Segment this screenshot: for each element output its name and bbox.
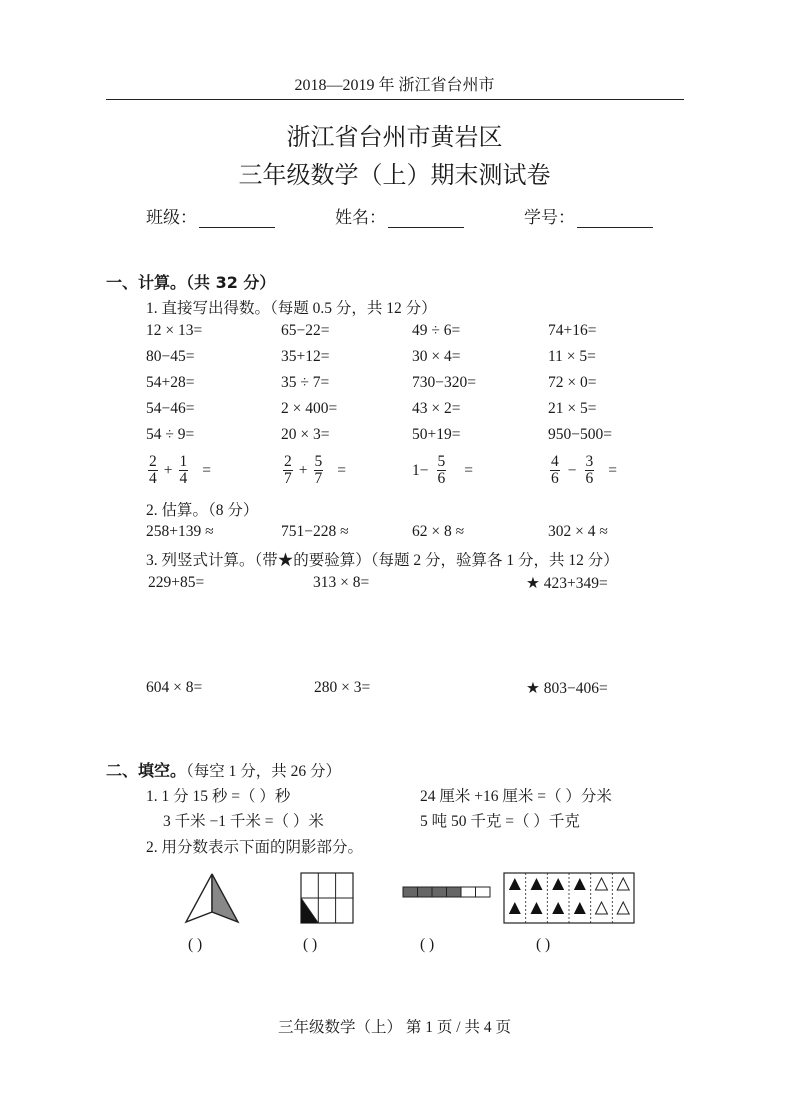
fraction: $\frac{2}{7}$ xyxy=(284,453,292,487)
vertical-calc-item: 604 × 8= xyxy=(146,679,203,696)
fraction: $\frac{5}{7}$ xyxy=(314,453,323,487)
fraction: $\frac{2}{4}$ xyxy=(149,453,157,487)
triangle-grid-figure xyxy=(503,872,635,924)
calc-item: 72 × 0= xyxy=(548,374,597,391)
vertical-calc-item: 280 × 3= xyxy=(314,679,371,696)
fraction: $\frac{3}{6}$ xyxy=(585,453,594,487)
shaded-triangle-figure xyxy=(184,872,240,926)
calc-item: 20 × 3= xyxy=(281,426,330,443)
calc-item: 43 × 2= xyxy=(412,400,461,417)
fraction: $\frac{4}{6}$ xyxy=(551,453,559,487)
calc-item: 54+28= xyxy=(146,374,195,391)
name-field xyxy=(335,203,464,228)
exam-title: 三年级数学（上）期末测试卷 xyxy=(238,163,551,189)
page-header: 2018—2019 年 浙江省台州市 xyxy=(294,77,495,94)
fraction-problem-2: $\frac{2}{7}$ + $\frac{5}{7}$ = xyxy=(284,453,346,487)
fraction-problem-3: 1− $\frac{5}{6}$ = xyxy=(412,453,473,487)
calc-item: 950−500= xyxy=(548,426,612,443)
calc-item: 12 × 13= xyxy=(146,322,203,339)
answer-blank-1[interactable]: ( ) xyxy=(188,936,203,953)
answer-blank-4[interactable]: ( ) xyxy=(536,936,551,953)
calc-item: 74+16= xyxy=(548,322,597,339)
vertical-calc-item: 313 × 8= xyxy=(313,574,370,591)
fill-item: 1. 1 分 15 秒 =（ ）秒 xyxy=(146,788,291,805)
class-field xyxy=(146,203,275,228)
section2-title: 二、填空。 xyxy=(106,761,187,780)
calc-item: 21 × 5= xyxy=(548,400,597,417)
calc-item: 49 ÷ 6= xyxy=(412,322,461,339)
part2-title: 2. 估算。（8 分） xyxy=(146,502,259,519)
answer-blank-2[interactable]: ( ) xyxy=(303,936,318,953)
part3-title: 3. 列竖式计算。（带★的要验算）（每题 2 分，验算各 1 分，共 12 分） xyxy=(146,552,619,569)
estimate-item: 62 × 8 ≈ xyxy=(412,523,465,540)
bar-segments-figure xyxy=(402,886,494,900)
estimate-item: 302 × 4 ≈ xyxy=(548,523,608,540)
fraction-problem-4: $\frac{4}{6}$ − $\frac{3}{6}$ = xyxy=(551,453,617,487)
calc-item: 11 × 5= xyxy=(548,348,596,365)
part2-shade-title: 2. 用分数表示下面的阴影部分。 xyxy=(146,839,364,856)
section1-title: 一、计算。（共 32 分） xyxy=(106,273,276,292)
calc-item: 30 × 4= xyxy=(412,348,461,365)
calc-item: 2 × 400= xyxy=(281,400,338,417)
student-id-label: 学号： xyxy=(524,208,575,227)
student-id-blank[interactable] xyxy=(577,211,653,228)
vertical-calc-item: 229+85= xyxy=(148,574,205,591)
estimate-item: 751−228 ≈ xyxy=(281,523,349,540)
calc-item: 50+19= xyxy=(412,426,461,443)
vertical-calc-item: ★ 803−406= xyxy=(526,680,608,697)
student-id-field xyxy=(524,203,653,228)
fraction-problem-1: $\frac{2}{4}$ + $\frac{1}{4}$ = xyxy=(149,453,211,487)
name-blank[interactable] xyxy=(388,211,464,228)
grid-fraction-figure xyxy=(300,872,354,924)
answer-blank-3[interactable]: ( ) xyxy=(420,936,435,953)
fill-item: 3 千米 −1 千米 =（ ）米 xyxy=(163,813,324,830)
header-divider xyxy=(106,99,684,100)
calc-item: 730−320= xyxy=(412,374,476,391)
class-label: 班级： xyxy=(146,208,197,227)
calc-item: 35 ÷ 7= xyxy=(281,374,330,391)
fill-item: 5 吨 50 千克 =（ ）千克 xyxy=(420,813,580,830)
section2-heading xyxy=(106,758,341,781)
calc-item: 35+12= xyxy=(281,348,330,365)
fill-item: 24 厘米 +16 厘米 =（ ）分米 xyxy=(420,788,612,805)
calc-item: 65−22= xyxy=(281,322,330,339)
class-blank[interactable] xyxy=(199,211,275,228)
estimate-item: 258+139 ≈ xyxy=(146,523,214,540)
fraction: $\frac{5}{6}$ xyxy=(437,453,446,487)
calc-item: 80−45= xyxy=(146,348,195,365)
page-footer: 三年级数学（上） 第 1 页 / 共 4 页 xyxy=(278,1019,511,1036)
fraction: $\frac{1}{4}$ xyxy=(179,453,188,487)
name-label: 姓名： xyxy=(335,208,386,227)
part1-title: 1. 直接写出得数。（每题 0.5 分，共 12 分） xyxy=(146,300,437,317)
calc-item: 54−46= xyxy=(146,400,195,417)
vertical-calc-item: ★ 423+349= xyxy=(526,575,608,592)
calc-item: 54 ÷ 9= xyxy=(146,426,195,443)
section2-note: （每空 1 分，共 26 分） xyxy=(186,763,342,780)
exam-title-region: 浙江省台州市黄岩区 xyxy=(286,125,503,151)
